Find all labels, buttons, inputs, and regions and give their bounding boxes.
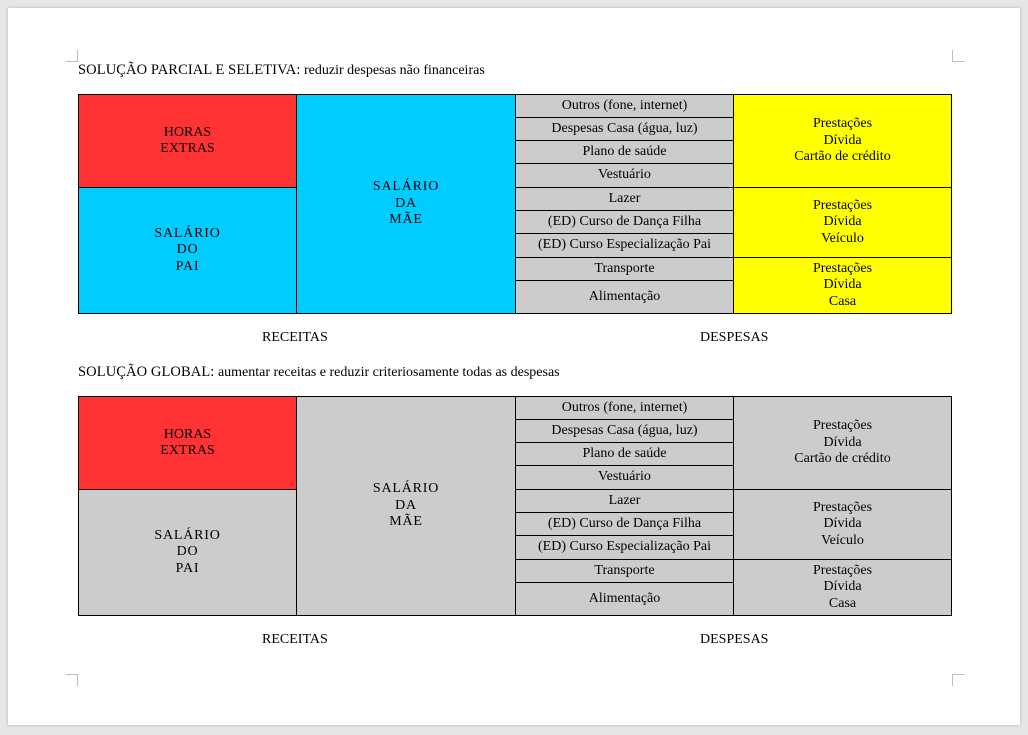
cell-line: Prestações xyxy=(812,260,873,276)
cell-line: Prestações xyxy=(812,197,873,213)
extra-hours-cell xyxy=(79,397,297,490)
expense-cell xyxy=(516,513,734,536)
cell-line: Plano de saúde xyxy=(582,445,667,461)
cell-line: SALÁRIO xyxy=(372,179,440,195)
cell-line: Veículo xyxy=(821,532,864,548)
cell-line: (ED) Curso de Dança Filha xyxy=(547,213,702,229)
cell-line: (ED) Curso Especialização Pai xyxy=(538,237,711,253)
expense-cell xyxy=(516,188,734,211)
cell-line: Casa xyxy=(828,595,857,611)
debt-vehicle-cell xyxy=(734,188,951,258)
expense-cell xyxy=(516,164,734,188)
caption-income: RECEITAS xyxy=(262,632,328,647)
debt-house-cell xyxy=(734,258,951,313)
expense-cell xyxy=(516,490,734,513)
cell-line: Prestações xyxy=(812,562,873,578)
cell-line: Cartão de crédito xyxy=(794,451,891,467)
cell-line: Vestuário xyxy=(598,469,651,485)
budget-table-partial xyxy=(78,94,952,314)
debt-credit-card-cell xyxy=(734,397,951,490)
cell-line: Transporte xyxy=(594,260,655,276)
cell-line: MÃE xyxy=(389,212,423,228)
cell-line: DO xyxy=(176,242,199,258)
expense-cell xyxy=(516,95,734,118)
cell-line: Dívida xyxy=(823,277,862,293)
mother-salary-cell xyxy=(297,95,516,313)
section-heading-global xyxy=(78,364,560,381)
cell-line: DA xyxy=(395,497,417,513)
caption-expenses: DESPESAS xyxy=(700,632,769,647)
expense-cell xyxy=(516,466,734,490)
cell-line: Outros (fone, internet) xyxy=(561,97,688,113)
expense-cell xyxy=(516,118,734,141)
cell-line: Prestações xyxy=(812,116,873,132)
caption-expenses: DESPESAS xyxy=(700,330,769,345)
expense-cell xyxy=(516,211,734,234)
heading-caps: SOLUÇÃO PARCIAL E SELETIVA: xyxy=(78,62,301,78)
cell-line: Dívida xyxy=(823,579,862,595)
cell-line: Cartão de crédito xyxy=(794,149,891,165)
budget-table-global xyxy=(78,396,952,616)
cell-line: Dívida xyxy=(823,434,862,450)
cell-line: (ED) Curso de Dança Filha xyxy=(547,515,702,531)
expense-cell xyxy=(516,258,734,281)
crop-mark-top-right xyxy=(952,50,964,62)
mother-salary-cell xyxy=(297,397,516,615)
debt-house-cell xyxy=(734,560,951,615)
cell-line: Outros (fone, internet) xyxy=(561,399,688,415)
expense-cell xyxy=(516,536,734,560)
expense-cell xyxy=(516,560,734,583)
document-page xyxy=(8,8,1020,725)
father-salary-cell xyxy=(79,490,297,615)
cell-line: PAI xyxy=(175,258,200,274)
cell-line: Lazer xyxy=(608,492,641,508)
cell-line: Dívida xyxy=(823,132,862,148)
cell-line: Transporte xyxy=(594,562,655,578)
cell-line: Alimentação xyxy=(588,288,661,304)
debt-vehicle-cell xyxy=(734,490,951,560)
cell-line: Despesas Casa (água, luz) xyxy=(551,422,698,438)
cell-line: SALÁRIO xyxy=(372,481,440,497)
expense-cell xyxy=(516,583,734,615)
cell-line: (ED) Curso Especialização Pai xyxy=(538,539,711,555)
cell-line: EXTRAS xyxy=(160,443,215,458)
heading-rest: reduzir despesas não financeiras xyxy=(300,63,485,78)
cell-line: Vestuário xyxy=(598,167,651,183)
cell-line: HORAS xyxy=(163,426,212,442)
cell-line: Casa xyxy=(828,293,857,309)
heading-rest: aumentar receitas e reduzir criteriosamente todas as despesas xyxy=(214,365,560,380)
cell-line: PAI xyxy=(175,560,200,576)
extra-hours-cell xyxy=(79,95,297,188)
crop-mark-bottom-left xyxy=(66,674,78,686)
cell-line: Prestações xyxy=(812,499,873,515)
cell-line: SALÁRIO xyxy=(154,527,221,543)
caption-income: RECEITAS xyxy=(262,330,328,345)
cell-line: Lazer xyxy=(608,190,641,206)
cell-line: Dívida xyxy=(823,516,862,532)
cell-line: Alimentação xyxy=(588,590,661,606)
cell-line: SALÁRIO xyxy=(154,225,221,241)
cell-line: DO xyxy=(176,544,199,560)
cell-line: Dívida xyxy=(823,214,862,230)
expense-cell xyxy=(516,443,734,466)
father-salary-cell xyxy=(79,188,297,313)
cell-line: Prestações xyxy=(812,418,873,434)
cell-line: DA xyxy=(395,195,417,211)
cell-line: EXTRAS xyxy=(160,141,215,156)
expense-cell xyxy=(516,141,734,164)
cell-line: Veículo xyxy=(821,230,864,246)
crop-mark-bottom-right xyxy=(952,674,964,686)
cell-line: Despesas Casa (água, luz) xyxy=(551,120,698,136)
debt-credit-card-cell xyxy=(734,95,951,188)
heading-caps: SOLUÇÃO GLOBAL: xyxy=(78,364,215,380)
expense-cell xyxy=(516,281,734,313)
cell-line: HORAS xyxy=(163,124,212,140)
expense-cell xyxy=(516,234,734,258)
section-heading-partial xyxy=(78,62,485,79)
cell-line: MÃE xyxy=(389,514,423,530)
cell-line: Plano de saúde xyxy=(582,143,667,159)
expense-cell xyxy=(516,397,734,420)
crop-mark-top-left xyxy=(66,50,78,62)
expense-cell xyxy=(516,420,734,443)
